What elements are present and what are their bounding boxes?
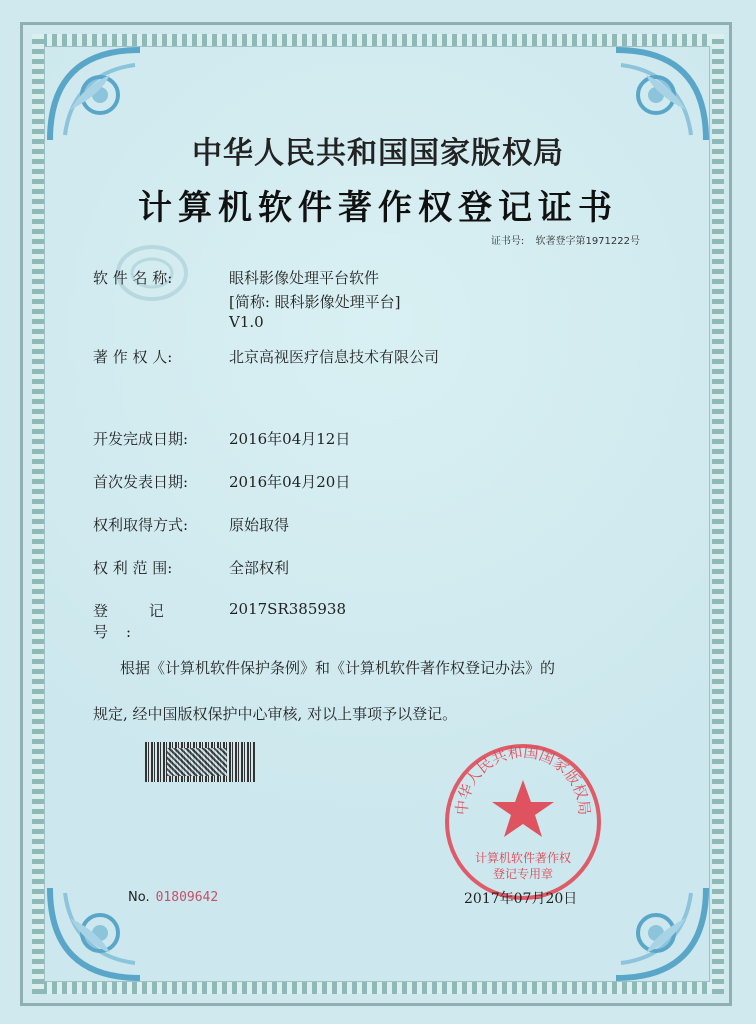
field-copyright-owner [93,346,440,367]
field-label: 权 利 范 围: [93,559,173,577]
field-software-name [93,267,401,331]
field-publish-date [93,471,351,492]
field-value: 2016年04月12日 [229,430,351,448]
certificate-title: 计算机软件著作权登记证书 [138,188,618,228]
field-value: 北京高视医疗信息技术有限公司 [229,348,440,366]
seal-line-1: 计算机软件著作权 [474,851,572,865]
field-registration-number [93,600,347,642]
field-value-short-name: [简称: 眼科影像处理平台] [229,293,401,311]
field-value: 原始取得 [229,516,290,534]
field-label: 登 记 号: [93,602,182,641]
barcode [145,742,255,782]
field-label: 软 件 名 称: [93,269,173,287]
certificate-number [491,232,640,247]
corner-ornament-bottom-right [586,878,716,988]
field-value: 2017SR385938 [229,600,347,618]
fret-border-right [712,34,724,994]
field-completion-date [93,428,351,449]
field-value: 全部权利 [229,559,290,577]
certificate-number-label: 证书号: [490,236,525,247]
field-rights-scope [93,557,290,578]
serial-number-value: 01809642 [155,890,219,905]
field-label: 权利取得方式: [93,516,189,534]
field-label: 著 作 权 人: [93,348,173,366]
serial-number-label: No. [128,890,150,905]
field-value: 2016年04月20日 [229,473,351,491]
official-seal [443,742,603,902]
serial-number [128,890,218,905]
issue-date: 2017年07月20日 [464,891,578,907]
certificate-number-value: 软著登字第1971222号 [535,236,640,247]
statement-line-2: 规定, 经中国版权保护中心审核, 对以上事项予以登记。 [93,705,458,723]
issuer-title: 中华人民共和国国家版权局 [192,136,564,171]
barcode-pattern [167,748,227,776]
statement-line-1: 根据《计算机软件保护条例》和《计算机软件著作权登记办法》的 [120,659,556,677]
field-value-version: V1.0 [229,313,264,331]
fret-border-left [32,34,44,994]
seal-arc-text: 中华人民共和国国家版权局 [452,742,594,816]
field-acquisition-method [93,514,290,535]
field-label: 首次发表日期: [93,473,189,491]
field-value: 眼科影像处理平台软件 [229,269,380,287]
field-label: 开发完成日期: [93,430,189,448]
seal-line-2: 登记专用章 [492,867,554,881]
